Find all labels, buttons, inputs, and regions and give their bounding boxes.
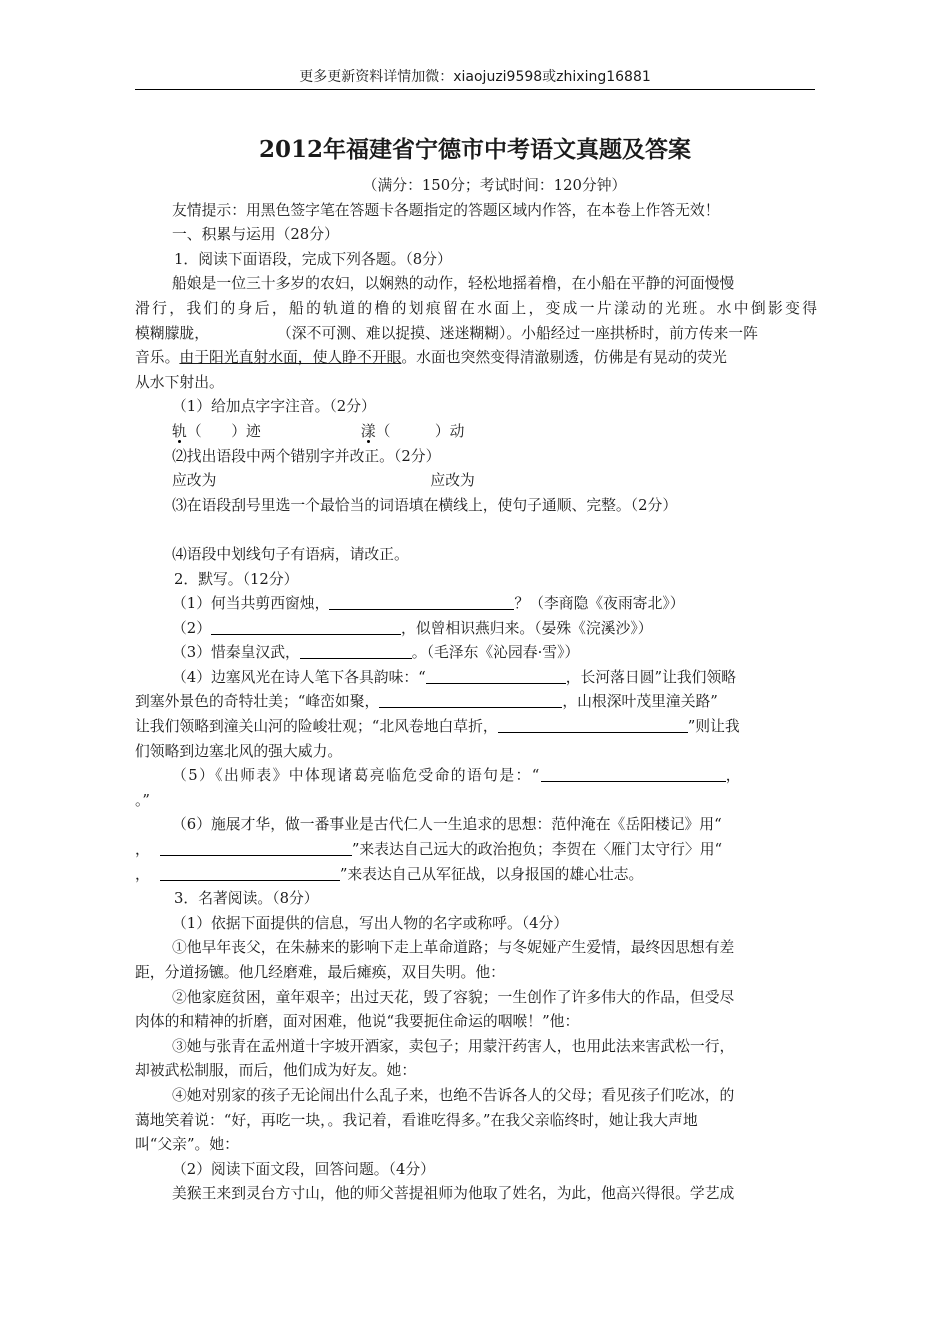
q2-item xyxy=(135,690,817,715)
fill-blank[interactable] xyxy=(300,643,412,659)
q2-item: 们领略到边塞北风的强大威力。 xyxy=(135,742,343,760)
text: 音乐。 xyxy=(135,349,180,367)
q2-item xyxy=(135,838,817,863)
q3-heading: 3．名著阅读。（8分） xyxy=(174,890,319,908)
page-header: 更多更新资料详情加微：xiaojuzi9598或zhixing16881 xyxy=(299,69,651,85)
q2-heading: 2．默写。（12分） xyxy=(174,570,299,588)
q1-passage-line xyxy=(135,346,817,371)
text: ？（李商隐《夜雨寄北》） xyxy=(514,595,685,613)
q1-sub-question: ⑷语段中划线句子有语病，请改正。 xyxy=(172,545,409,563)
text: （1）何当共剪西窗烛， xyxy=(172,595,330,613)
text: ，似曾相识燕归来。（晏殊《浣溪沙》） xyxy=(401,619,653,637)
text: （ ）动 xyxy=(375,422,465,440)
q3-clue-line: 叫“父亲”。她： xyxy=(135,1136,239,1154)
fill-blank[interactable] xyxy=(160,865,340,881)
text: （2） xyxy=(172,619,212,637)
q2-item xyxy=(135,863,817,888)
q2-item xyxy=(172,617,817,642)
text: ”来表达自己从军征战，以身报国的雄心壮志。 xyxy=(339,865,644,883)
document-body xyxy=(135,174,817,1207)
q3-clue-line: 肉体的和精神的折磨，面对困难，他说“我要扼住命运的咽喉！”他： xyxy=(135,1013,580,1031)
q2-item xyxy=(135,715,817,740)
text: 应改为 xyxy=(430,472,475,490)
section-heading: 一、积累与运用（28分） xyxy=(172,226,339,244)
q2-item: （6）施展才华，做一番事业是古代仁人一生追求的思想：范仲淹在《岳阳楼记》用“ xyxy=(172,816,722,834)
text: ， xyxy=(725,767,742,785)
q2-item xyxy=(172,592,817,617)
text: ，长河落日圆”让我们领略 xyxy=(565,668,737,686)
q2-item xyxy=(172,666,817,691)
q3-clue-line: 蔼地笑着说：“好，再吃一块，。我记着，看谁吃得多。”在我父亲临终时，她让我大声地 xyxy=(135,1111,698,1129)
q1-sub-question: ⑶在语段刮号里选一个最恰当的词语填在横线上，使句子通顺、完整。（2分） xyxy=(172,496,678,514)
q3-clue-line: ④她对别家的孩子无论闹出什么乱子来，也绝不告诉各人的父母；看见孩子们吃冰，的 xyxy=(172,1086,735,1104)
q1-passage-line: 船娘是一位三十多岁的农妇，以娴熟的动作，轻松地摇着橹，在小船在平静的河面慢慢 xyxy=(172,275,735,293)
text: （4）边塞风光在诗人笔下各具韵味：“ xyxy=(172,668,426,686)
text: 应改为 xyxy=(172,472,217,490)
q1-correction-line xyxy=(172,469,817,494)
q3-clue-line: ③她与张青在孟州道十字坡开酒家，卖包子；用蒙汗药害人，也用此法来害武松一行， xyxy=(172,1037,735,1055)
text: ，山根深叶茂里潼关路” xyxy=(562,693,718,711)
header-divider xyxy=(135,89,815,90)
q1-passage-line: 滑行，我们的身后，船的轨道的橹的划痕留在水面上，变成一片漾动的光班。水中倒影变得 xyxy=(135,299,817,317)
empty-line xyxy=(172,518,817,543)
underlined-sentence: 由于阳光直射水面，使人睁不开眼 xyxy=(179,349,402,367)
text: （ ）迹 xyxy=(186,422,261,440)
fill-blank[interactable] xyxy=(211,619,401,635)
text: （3）惜秦皇汉武， xyxy=(172,644,300,662)
dotted-char: 轨 xyxy=(172,422,187,440)
q2-item: 。” xyxy=(135,791,150,809)
text: ， xyxy=(135,841,150,859)
exam-meta: （满分：150分；考试时间：120分钟） xyxy=(362,177,627,194)
text: ”来表达自己远大的政治抱负；李贺在〈雁门太守行〉用“ xyxy=(351,841,723,859)
q3-clue-line: 距，分道扬镳。他几经磨难，最后瘫痪，双目失明。他： xyxy=(135,964,505,981)
text: 。水面也突然变得清澈剔透，仿佛是有晃动的荧光 xyxy=(401,349,727,367)
text: ”则让我 xyxy=(687,718,740,736)
fill-blank[interactable] xyxy=(329,594,514,610)
q1-passage-line: 从水下射出。 xyxy=(135,373,224,391)
q3-clue-line: 却被武松制服，而后，他们成为好友。她： xyxy=(135,1062,417,1080)
text: ， xyxy=(135,865,150,883)
fill-blank[interactable] xyxy=(379,692,562,708)
q3-clue-line: ①他早年丧父，在朱赫来的影响下走上革命道路；与冬妮娅产生爱情，最终因思想有差 xyxy=(172,939,735,957)
text: 到塞外景色的奇特壮美；“峰峦如聚， xyxy=(135,693,380,711)
q2-item xyxy=(172,641,817,666)
q3-sub-question: （1）依据下面提供的信息，写出人物的名字或称呼。（4分） xyxy=(172,914,569,932)
dotted-char: 漾 xyxy=(360,422,376,440)
text: 。（毛泽东《沁园春·雪》） xyxy=(411,644,580,662)
q2-item xyxy=(172,764,817,789)
text: （深不可测、难以捉摸、迷迷糊糊）。小船经过一座拱桥时，前方传来一阵 xyxy=(277,324,758,342)
fill-blank[interactable] xyxy=(498,717,688,733)
q1-sub-question: ⑵找出语段中两个错别字并改正。（2分） xyxy=(172,447,441,465)
q3-clue-line: ②他家庭贫困，童年艰辛；出过天花，毁了容貌；一生创作了许多伟大的作品，但受尽 xyxy=(172,988,735,1006)
q3-passage-line: 美猴王来到灵台方寸山，他的师父菩提祖师为他取了姓名，为此，他高兴得很。学艺成 xyxy=(172,1185,735,1203)
text: （5）《出师表》中体现诸葛亮临危受命的语句是：“ xyxy=(172,767,541,785)
fill-blank[interactable] xyxy=(426,668,566,684)
fill-blank[interactable] xyxy=(160,840,352,856)
text: 模糊朦胧， xyxy=(135,324,209,342)
q1-pinyin-blanks xyxy=(172,420,817,445)
q1-sub-question: （1）给加点字字注音。（2分） xyxy=(172,398,376,416)
text: 让我们领略到潼关山河的险峻壮观；“北风卷地白草折， xyxy=(135,718,498,736)
q1-passage-line xyxy=(135,322,817,347)
fill-blank[interactable] xyxy=(541,766,726,782)
friendly-tip: 友情提示：用黑色签字笔在答题卡各题指定的答题区域内作答，在本卷上作答无效！ xyxy=(172,201,720,219)
q1-heading: 1．阅读下面语段，完成下列各题。（8分） xyxy=(174,250,452,268)
page-title: 2012年福建省宁德市中考语文真题及答案 xyxy=(258,136,691,163)
q3-sub-question: （2）阅读下面文段，回答问题。（4分） xyxy=(172,1160,435,1178)
